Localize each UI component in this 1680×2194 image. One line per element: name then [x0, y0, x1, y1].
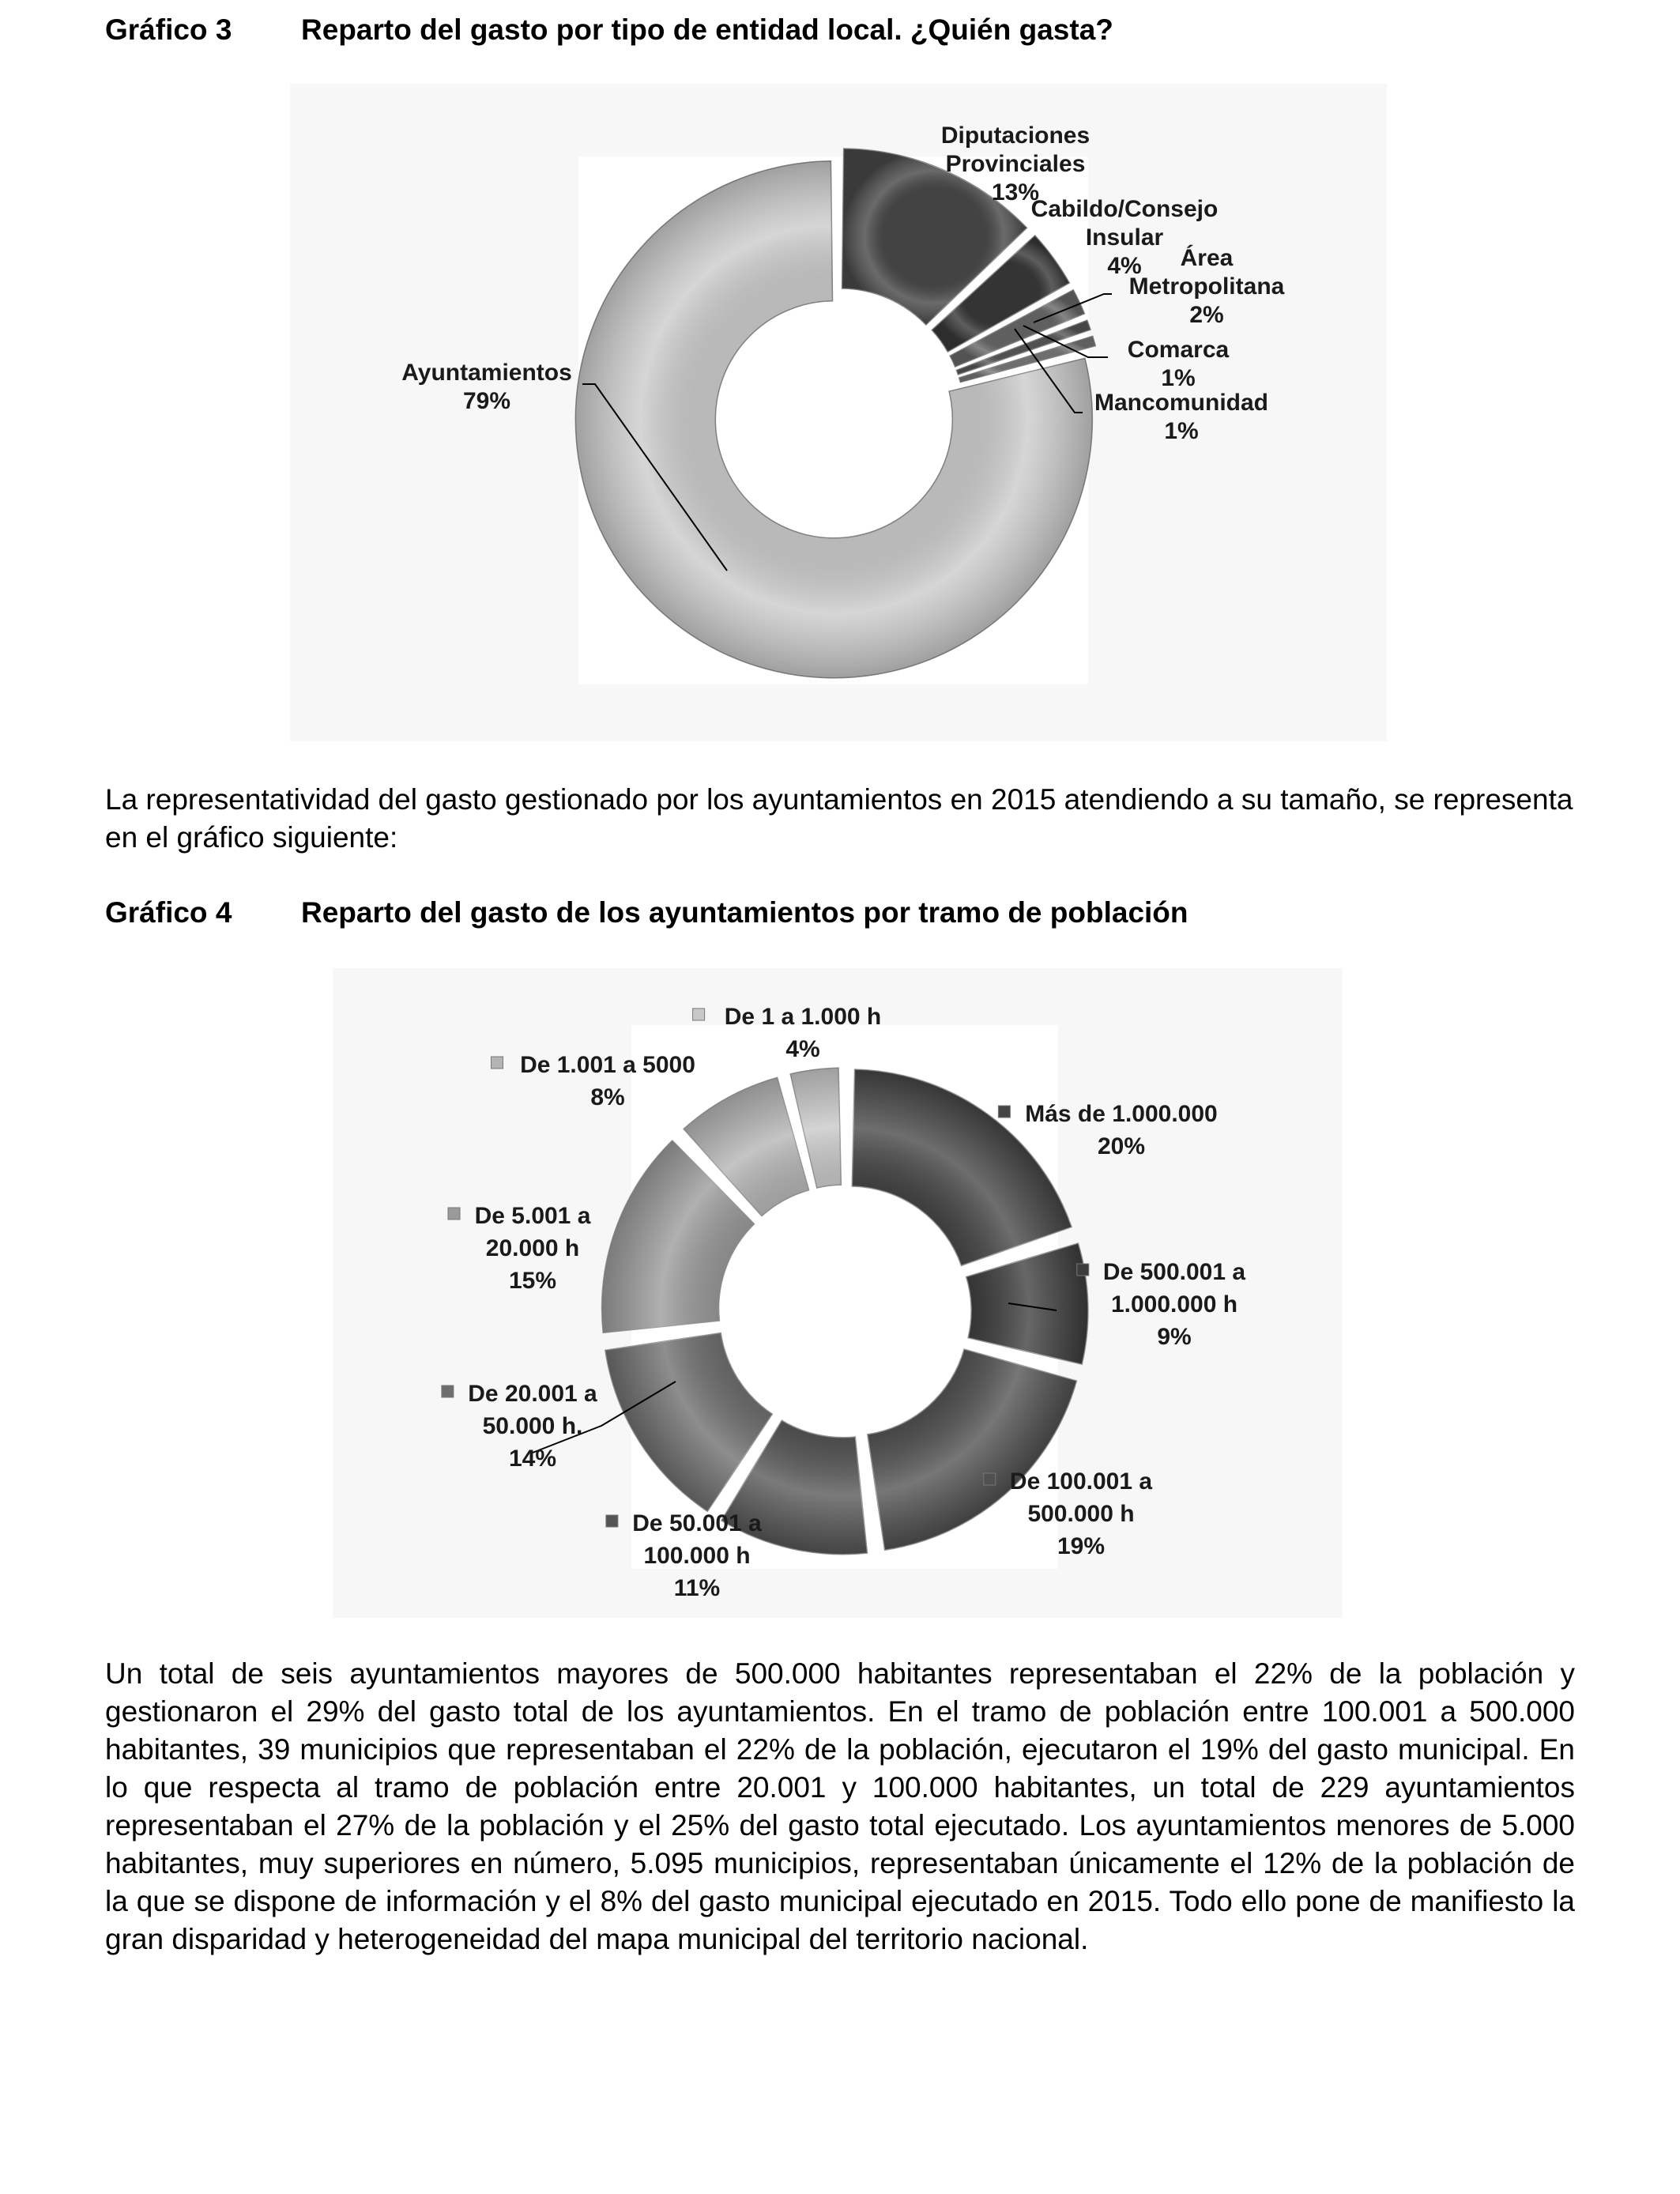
- label-de-5-001-a-20-000-h: De 5.001 a 20.000 h 15%: [474, 1203, 591, 1294]
- legend-marker-de-50-001-a-100-000-h: [606, 1515, 618, 1527]
- label-de-1-001-a-5000: De 1.001 a 5000 8%: [520, 1052, 695, 1110]
- label-comarca: Comarca 1%: [1127, 337, 1230, 391]
- chart4-title: Reparto del gasto de los ayuntamientos por tramo de población: [301, 896, 1188, 929]
- chart3-heading: [105, 13, 1113, 47]
- label-area-metropolitana: Área Metropolitana 2%: [1128, 245, 1285, 328]
- label-mas-de-1-000-000: Más de 1.000.000 20%: [1025, 1101, 1218, 1159]
- legend-marker-de-100-001-a-500-000-h: [984, 1473, 996, 1485]
- legend-marker-de-500-001-a-1-000-000-h: [1077, 1264, 1089, 1276]
- chart3-title: Reparto del gasto por tipo de entidad local. ¿Quién gasta?: [301, 13, 1113, 46]
- chart4-doughnut: [333, 968, 1343, 1618]
- label-cabildo-consejo-insular: Cabildo/Consejo Insular 4%: [1030, 196, 1219, 279]
- label-de-50-001-a-100-000-h: De 50.001 a 100.000 h 11%: [632, 1510, 762, 1601]
- label-de-100-001-a-500-000-h: De 100.001 a 500.000 h 19%: [1009, 1468, 1153, 1559]
- chart4-number: Gráfico 4: [105, 896, 232, 929]
- legend-marker-de-5-001-a-20-000-h: [448, 1208, 460, 1220]
- legend-marker-de-1-a-1-000-h: [693, 1008, 705, 1020]
- chart3-number: Gráfico 3: [105, 13, 232, 46]
- legend-marker-de-20-001-a-50-000-h: [442, 1385, 454, 1397]
- intro-paragraph: La representatividad del gasto gestionado por los ayuntamientos en 2015 atendiendo a su tamaño, se representa en el gráfico siguiente:: [105, 783, 1573, 854]
- label-ayuntamientos: Ayuntamientos 79%: [401, 360, 572, 414]
- chart3-area: [290, 84, 1387, 741]
- legend-marker-de-1-001-a-5000: [492, 1057, 503, 1069]
- chart3-doughnut: [290, 84, 1387, 741]
- legend-marker-mas-de-1-000-000: [998, 1106, 1010, 1118]
- chart4-area: [333, 968, 1343, 1618]
- label-mancomunidad: Mancomunidad 1%: [1094, 390, 1269, 444]
- body-paragraph: Un total de seis ayuntamientos mayores de 500.000 habitantes representaban el 22% de la población y gestionaron el 29% del gasto total de los ayuntamientos. En el tramo de población entre 100.001 a 500.000 habitantes, 39 municipios que representaban el 22% de la población, ejecutaron el 19% del gasto municipal. En lo que respecta al tramo de población entre 20.001 y 100.000 habitantes, un total de 229 ayuntamientos representaban el 27% de la población y el 25% del gasto total ejecutado. Los ayuntamientos menores de 5.000 habitantes, muy superiores en número, 5.095 municipios, representaban únicamente el 12% de la población de la que se dispone de información y el 8% del gasto municipal ejecutado en 2015. Todo ello pone de manifiesto la gran disparidad y heterogeneidad del mapa municipal del territorio nacional.: [105, 1657, 1575, 1955]
- label-diputaciones-provinciales: Diputaciones Provinciales 13%: [940, 123, 1090, 205]
- chart4-heading: [105, 895, 1188, 930]
- label-de-1-a-1-000-h: De 1 a 1.000 h 4%: [724, 1004, 882, 1062]
- label-de-500-001-a-1-000-000-h: De 500.001 a 1.000.000 h 9%: [1102, 1259, 1246, 1350]
- label-de-20-001-a-50-000-h: De 20.001 a 50.000 h. 14%: [468, 1381, 597, 1472]
